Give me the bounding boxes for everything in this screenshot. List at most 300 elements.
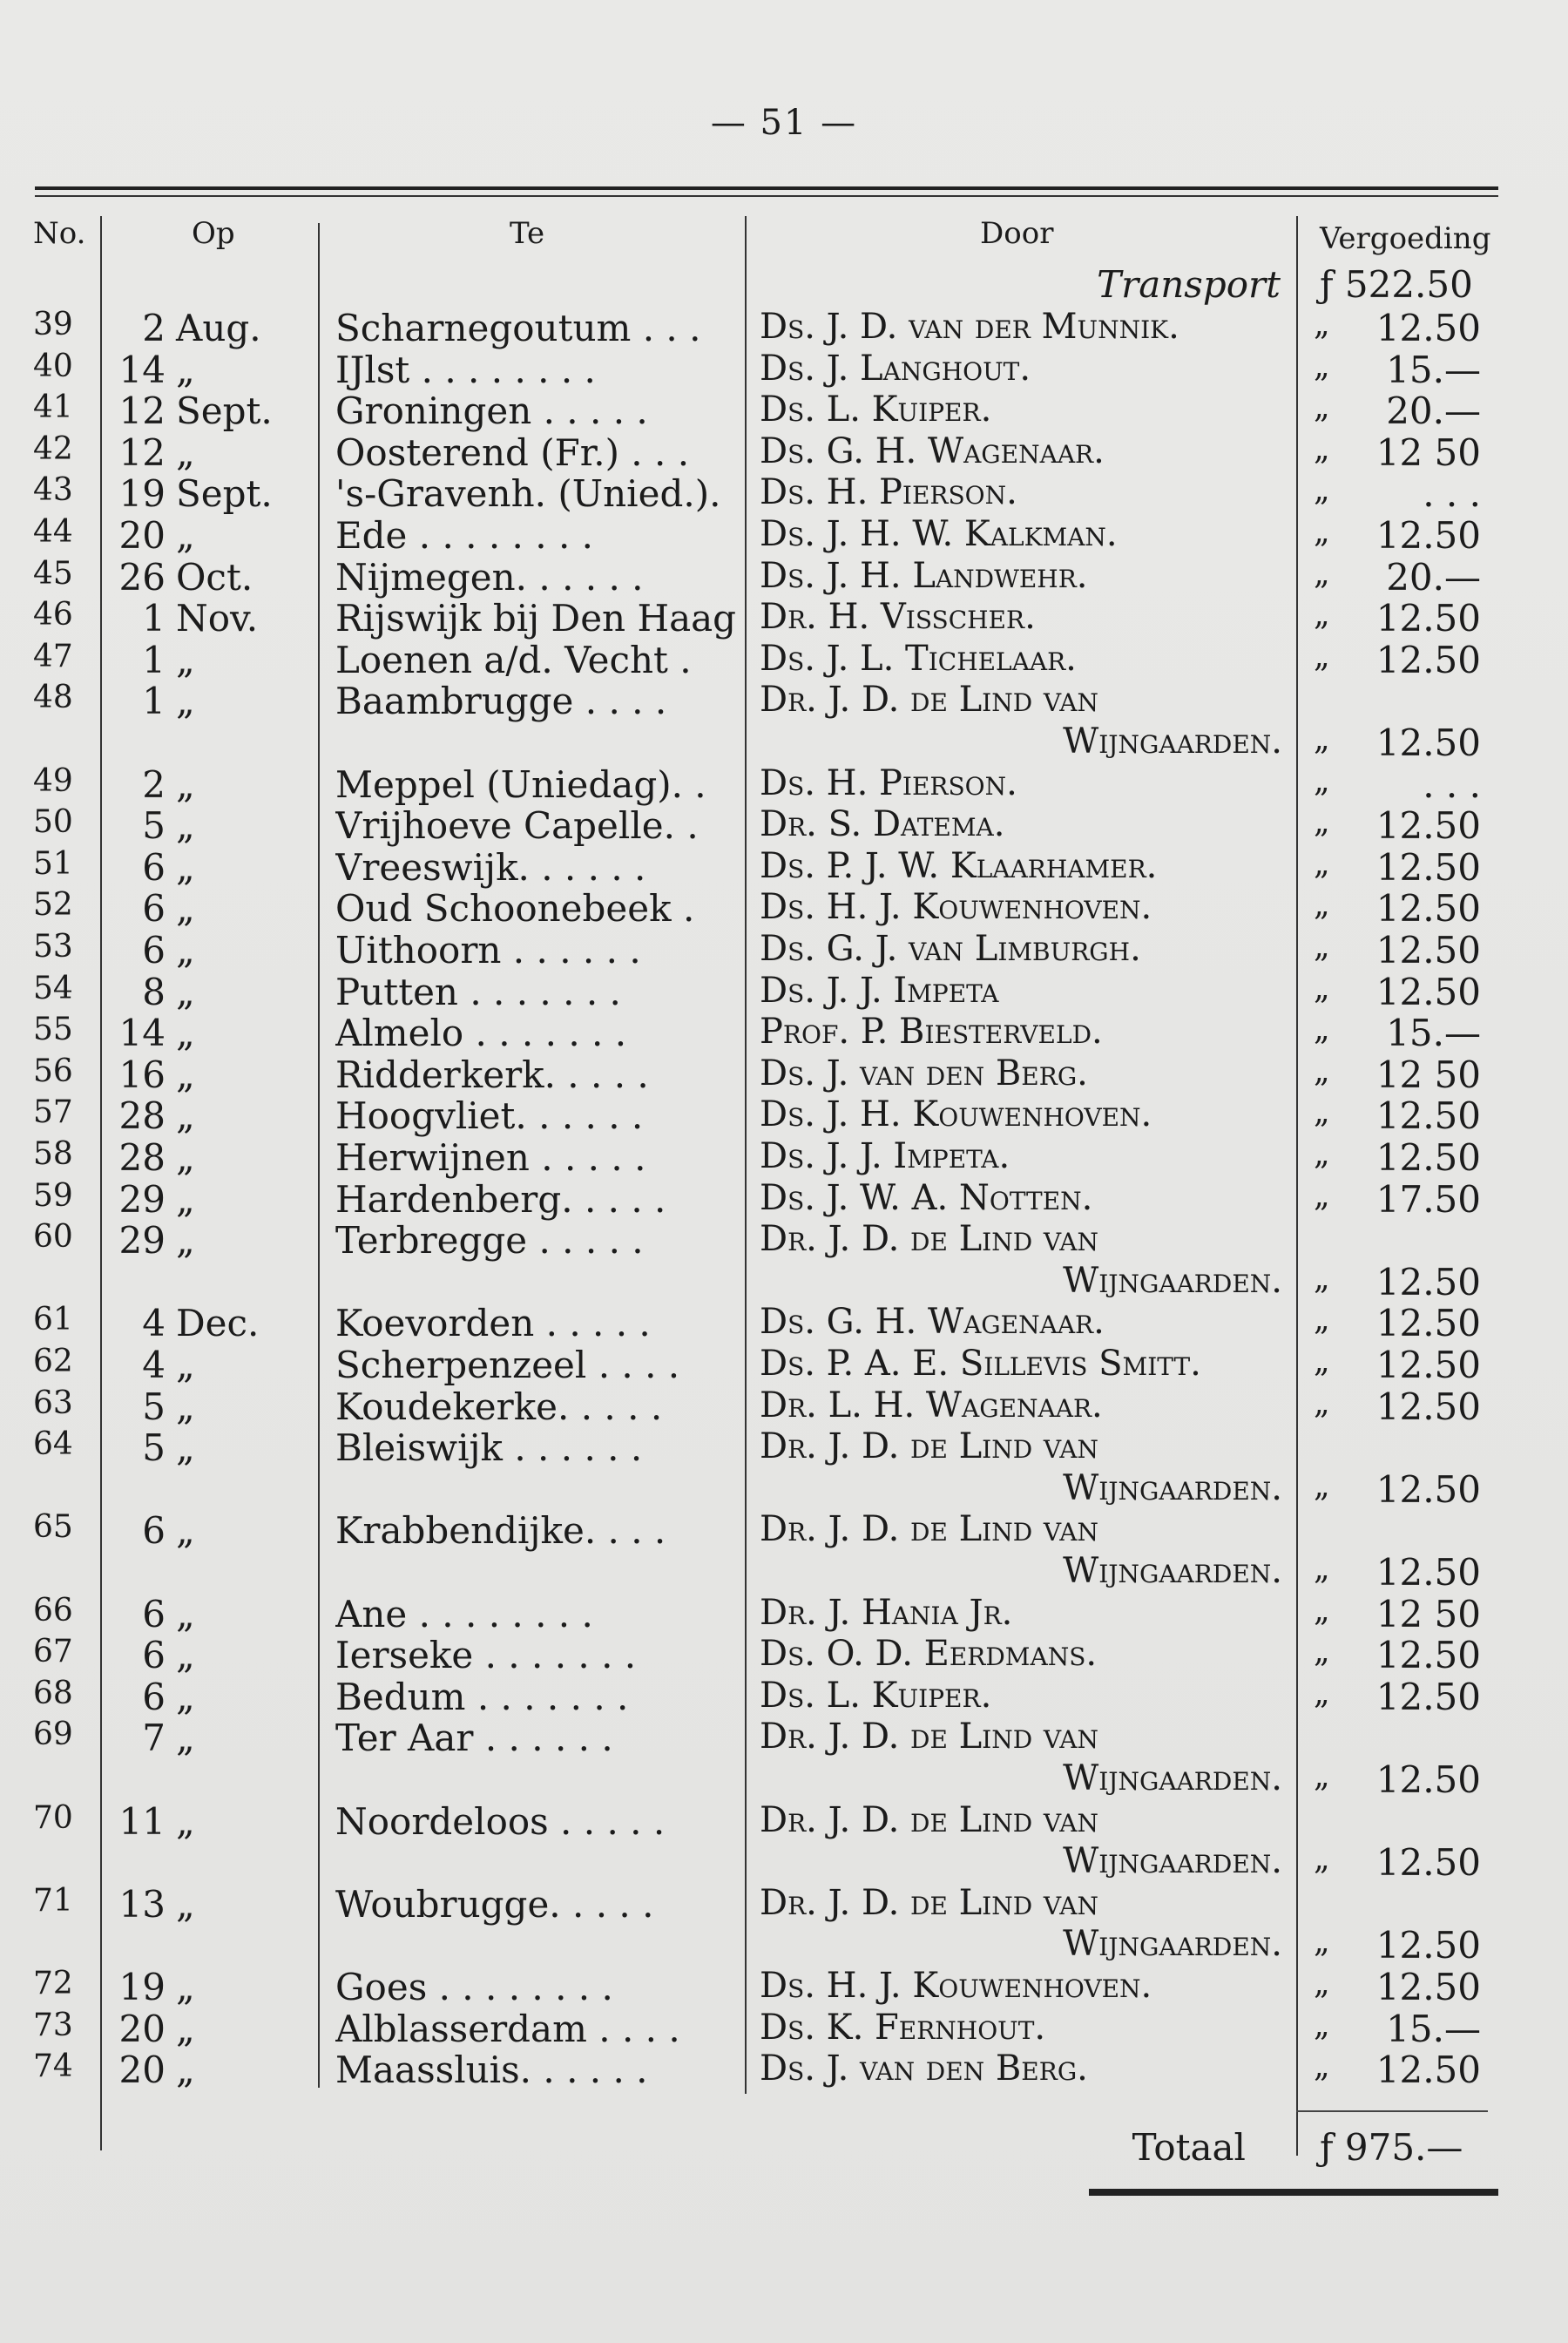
- row-day: 4: [142, 1344, 166, 1386]
- row-number: 51: [33, 845, 73, 882]
- row-amount: 15.—: [1386, 2007, 1481, 2050]
- row-amount: 15.—: [1386, 348, 1481, 391]
- row-number: 54: [33, 970, 73, 1006]
- row-ditto-mark: „: [1314, 1467, 1330, 1504]
- row-place: Noordeloos . . . . .: [335, 1799, 666, 1843]
- table-row: [0, 763, 1568, 805]
- row-month: „: [176, 1882, 195, 1926]
- row-day: 8: [142, 970, 166, 1013]
- row-place: Ierseke . . . . . . .: [335, 1634, 637, 1677]
- row-amount: 20.—: [1386, 389, 1481, 433]
- row-ditto-mark: „: [1314, 1675, 1330, 1711]
- header-op: Op: [192, 216, 235, 251]
- row-amount: . . .: [1423, 472, 1481, 516]
- bottom-rule: [1089, 2189, 1498, 2196]
- row-day: 7: [142, 1717, 166, 1760]
- table-row: [0, 1012, 1568, 1053]
- table-row: [0, 514, 1568, 556]
- row-number: 70: [33, 1799, 73, 1836]
- row-amount: 12.50: [1375, 1260, 1481, 1304]
- row-ditto-mark: „: [1314, 1841, 1330, 1878]
- row-number: 73: [33, 2007, 73, 2043]
- row-speaker: Dr. J. D. de Lind van: [760, 680, 1098, 721]
- row-ditto-mark: „: [1314, 845, 1330, 882]
- top-rule-thin: [35, 195, 1498, 197]
- row-number: 44: [33, 514, 73, 550]
- table-row: [0, 389, 1568, 431]
- row-month: „: [176, 1094, 195, 1138]
- row-speaker: Ds. J. Langhout.: [760, 348, 1031, 389]
- row-place: Scherpenzeel . . . .: [335, 1344, 680, 1386]
- row-day: 28: [118, 1136, 166, 1179]
- row-ditto-mark: „: [1314, 887, 1330, 924]
- row-ditto-mark: „: [1314, 804, 1330, 841]
- row-number: 46: [33, 597, 73, 633]
- row-number: 63: [33, 1385, 73, 1421]
- row-speaker: Ds. H. Pierson.: [760, 472, 1017, 513]
- table-row: [0, 1883, 1568, 1925]
- row-speaker: Dr. J. D. de Lind van: [760, 1717, 1098, 1757]
- row-speaker: Dr. J. D. de Lind van: [760, 1799, 1098, 1840]
- row-speaker: Ds. P. J. W. Klaarhamer.: [760, 845, 1158, 886]
- table-row: [0, 1676, 1568, 1717]
- row-day: 6: [142, 845, 166, 889]
- table-row: [0, 639, 1568, 681]
- row-day: 20: [118, 514, 166, 557]
- row-number: 67: [33, 1634, 73, 1670]
- row-ditto-mark: „: [1314, 1260, 1330, 1297]
- table-row: [0, 597, 1568, 639]
- row-month: „: [176, 1509, 195, 1553]
- row-speaker-continuation: Wijngaarden.: [1063, 1924, 1282, 1965]
- row-amount: 12.50: [1375, 1966, 1481, 2008]
- transport-amount: ƒ 522.50: [1320, 263, 1473, 306]
- table-row: [0, 804, 1568, 846]
- row-ditto-mark: „: [1314, 389, 1330, 426]
- row-speaker-continuation: Wijngaarden.: [1063, 1758, 1282, 1798]
- table-row: [0, 1178, 1568, 1220]
- row-month: „: [176, 1426, 195, 1470]
- row-amount: 12 50: [1375, 430, 1481, 474]
- row-speaker: Ds. L. Kuiper.: [760, 1675, 992, 1716]
- row-day: 1: [142, 680, 166, 723]
- row-day: 6: [142, 1634, 166, 1677]
- row-day: 6: [142, 1592, 166, 1635]
- row-day: 5: [142, 1426, 166, 1470]
- table-row: [0, 929, 1568, 971]
- row-number: 43: [33, 472, 73, 509]
- row-speaker: Ds. H. J. Kouwenhoven.: [760, 1966, 1152, 2006]
- row-day: 11: [118, 1799, 166, 1843]
- row-place: Baambrugge . . . .: [335, 680, 667, 723]
- row-amount: 12.50: [1375, 804, 1481, 848]
- table-row: [0, 887, 1568, 929]
- row-place: Woubrugge. . . . .: [335, 1882, 654, 1926]
- row-amount: 12.50: [1375, 1344, 1481, 1386]
- row-day: 20: [118, 2007, 166, 2050]
- row-month: „: [176, 1966, 195, 2008]
- row-number: 49: [33, 762, 73, 799]
- row-number: 61: [33, 1302, 73, 1338]
- row-speaker: Ds. K. Fernhout.: [760, 2007, 1046, 2048]
- row-day: 6: [142, 887, 166, 931]
- row-place: Nijmegen. . . . . .: [335, 555, 644, 599]
- table-row-continuation: [0, 721, 1568, 763]
- row-amount: 12.50: [1375, 845, 1481, 889]
- row-ditto-mark: „: [1314, 430, 1330, 467]
- row-number: 40: [33, 348, 73, 384]
- header-door: Door: [980, 216, 1054, 251]
- table-row: [0, 307, 1568, 349]
- row-amount: 12.50: [1375, 2048, 1481, 2092]
- table-row: [0, 1344, 1568, 1385]
- row-month: „: [176, 680, 195, 723]
- table-row: [0, 472, 1568, 514]
- row-place: Oud Schoonebeek .: [335, 887, 695, 931]
- row-ditto-mark: „: [1314, 1924, 1330, 1960]
- row-ditto-mark: „: [1314, 1758, 1330, 1794]
- row-place: Putten . . . . . . .: [335, 970, 621, 1013]
- table-row: [0, 846, 1568, 888]
- row-place: IJlst . . . . . . . .: [335, 348, 596, 391]
- row-amount: 12.50: [1375, 1841, 1481, 1885]
- table-row: [0, 680, 1568, 721]
- row-place: Oosterend (Fr.) . . .: [335, 430, 690, 474]
- row-place: Meppel (Uniedag). .: [335, 762, 706, 806]
- table-row: [0, 1717, 1568, 1758]
- row-number: 62: [33, 1344, 73, 1379]
- row-speaker: Ds. H. J. Kouwenhoven.: [760, 887, 1152, 928]
- row-ditto-mark: „: [1314, 1551, 1330, 1587]
- row-amount: 12.50: [1375, 597, 1481, 640]
- row-day: 29: [118, 1219, 166, 1263]
- row-day: 1: [142, 597, 166, 640]
- row-place: Alblasserdam . . . .: [335, 2007, 680, 2050]
- row-day: 6: [142, 929, 166, 972]
- row-speaker: Ds. G. H. Wagenaar.: [760, 1302, 1105, 1343]
- row-month: Sept.: [176, 389, 273, 433]
- row-amount: 20.—: [1386, 555, 1481, 599]
- row-number: 64: [33, 1426, 73, 1463]
- row-month: „: [176, 1219, 195, 1263]
- row-number: 42: [33, 430, 73, 467]
- row-day: 1: [142, 638, 166, 681]
- row-day: 19: [118, 1966, 166, 2008]
- row-month: „: [176, 1053, 195, 1096]
- row-ditto-mark: „: [1314, 1053, 1330, 1089]
- row-speaker: Dr. J. D. de Lind van: [760, 1426, 1098, 1467]
- row-month: „: [176, 804, 195, 848]
- row-speaker-continuation: Wijngaarden.: [1063, 721, 1282, 762]
- row-ditto-mark: „: [1314, 2048, 1330, 2085]
- row-ditto-mark: „: [1314, 1094, 1330, 1131]
- table-row: [0, 1302, 1568, 1344]
- row-month: „: [176, 348, 195, 391]
- row-month: Sept.: [176, 472, 273, 516]
- row-number: 66: [33, 1592, 73, 1629]
- table-row: [0, 1966, 1568, 2008]
- row-day: 14: [118, 1012, 166, 1055]
- row-month: „: [176, 762, 195, 806]
- row-ditto-mark: „: [1314, 1344, 1330, 1379]
- table-row: [0, 1385, 1568, 1427]
- row-day: 6: [142, 1509, 166, 1553]
- row-day: 19: [118, 472, 166, 516]
- row-speaker: Ds. J. J. Impeta: [760, 970, 999, 1011]
- row-speaker-continuation: Wijngaarden.: [1063, 1260, 1282, 1301]
- row-speaker: Dr. H. Visscher.: [760, 597, 1036, 638]
- row-number: 71: [33, 1882, 73, 1919]
- row-month: „: [176, 970, 195, 1013]
- row-month: „: [176, 1675, 195, 1718]
- row-number: 69: [33, 1717, 73, 1753]
- sum-line: [1296, 2110, 1488, 2112]
- row-speaker: Prof. P. Biesterveld.: [760, 1012, 1103, 1053]
- row-speaker-continuation: Wijngaarden.: [1063, 1551, 1282, 1591]
- row-place: 's-Gravenh. (Unied.).: [335, 472, 721, 516]
- row-number: 58: [33, 1136, 73, 1172]
- row-month: „: [176, 845, 195, 889]
- row-month: „: [176, 1344, 195, 1386]
- row-speaker: Ds. J. L. Tichelaar.: [760, 638, 1077, 679]
- row-speaker: Ds. L. Kuiper.: [760, 389, 992, 430]
- row-place: Hardenberg. . . . .: [335, 1177, 666, 1221]
- row-month: „: [176, 887, 195, 931]
- row-ditto-mark: „: [1314, 1177, 1330, 1214]
- row-speaker: Ds. J. D. van der Munnik.: [760, 307, 1179, 347]
- table-row: [0, 1634, 1568, 1676]
- row-amount: 12 50: [1375, 1053, 1481, 1096]
- row-ditto-mark: „: [1314, 762, 1330, 799]
- row-month: „: [176, 1799, 195, 1843]
- row-ditto-mark: „: [1314, 555, 1330, 592]
- table-row: [0, 1053, 1568, 1095]
- row-amount: 15.—: [1386, 1012, 1481, 1055]
- row-amount: 12.50: [1375, 970, 1481, 1013]
- row-place: Vrijhoeve Capelle. .: [335, 804, 699, 848]
- row-ditto-mark: „: [1314, 1634, 1330, 1670]
- row-day: 2: [142, 307, 166, 349]
- row-number: 57: [33, 1094, 73, 1131]
- table-row: [0, 1426, 1568, 1468]
- row-amount: 12.50: [1375, 1758, 1481, 1801]
- row-month: „: [176, 1385, 195, 1428]
- row-place: Scharnegoutum . . .: [335, 307, 701, 349]
- row-day: 12: [118, 430, 166, 474]
- row-month: „: [176, 1717, 195, 1760]
- row-amount: 12.50: [1375, 1634, 1481, 1677]
- row-day: 5: [142, 1385, 166, 1428]
- row-day: 5: [142, 804, 166, 848]
- row-ditto-mark: „: [1314, 514, 1330, 550]
- row-place: Hoogvliet. . . . . .: [335, 1094, 644, 1138]
- row-day: 4: [142, 1302, 166, 1345]
- header-no: No.: [33, 216, 86, 251]
- row-number: 60: [33, 1219, 73, 1256]
- row-month: „: [176, 1592, 195, 1635]
- row-day: 6: [142, 1675, 166, 1718]
- row-number: 68: [33, 1675, 73, 1711]
- row-place: Ane . . . . . . . .: [335, 1592, 593, 1635]
- row-day: 26: [118, 555, 166, 599]
- table-row: [0, 1509, 1568, 1551]
- row-place: Terbregge . . . . .: [335, 1219, 644, 1263]
- row-month: Nov.: [176, 597, 259, 640]
- row-speaker: Ds. O. D. Eerdmans.: [760, 1634, 1098, 1675]
- row-speaker: Ds. P. A. E. Sillevis Smitt.: [760, 1344, 1201, 1384]
- row-number: 55: [33, 1012, 73, 1048]
- row-place: Krabbendijke. . . .: [335, 1509, 666, 1553]
- row-place: Bedum . . . . . . .: [335, 1675, 629, 1718]
- row-month: „: [176, 638, 195, 681]
- row-day: 29: [118, 1177, 166, 1221]
- row-place: Groningen . . . . .: [335, 389, 648, 433]
- header-te: Te: [510, 216, 545, 251]
- transport-row: [0, 263, 1568, 305]
- table-row: [0, 1800, 1568, 1842]
- row-ditto-mark: „: [1314, 2007, 1330, 2043]
- row-ditto-mark: „: [1314, 597, 1330, 633]
- row-month: Aug.: [176, 307, 261, 349]
- row-number: 72: [33, 1966, 73, 2001]
- table-row: [0, 431, 1568, 473]
- row-amount: 12.50: [1375, 514, 1481, 557]
- row-amount: 12 50: [1375, 1592, 1481, 1635]
- row-ditto-mark: „: [1314, 1136, 1330, 1172]
- table-row: [0, 349, 1568, 390]
- row-amount: 12.50: [1375, 1094, 1481, 1138]
- row-amount: 12.50: [1375, 929, 1481, 972]
- table-row: [0, 1219, 1568, 1261]
- row-ditto-mark: „: [1314, 307, 1330, 342]
- row-ditto-mark: „: [1314, 1302, 1330, 1338]
- row-speaker: Ds. J. W. A. Notten.: [760, 1177, 1093, 1218]
- row-number: 48: [33, 680, 73, 716]
- row-day: 13: [118, 1882, 166, 1926]
- table-row-continuation: [0, 1924, 1568, 1966]
- top-rule: [35, 186, 1498, 190]
- row-amount: 12.50: [1375, 1385, 1481, 1428]
- row-ditto-mark: „: [1314, 929, 1330, 965]
- table-row-continuation: [0, 1841, 1568, 1883]
- row-place: Ridderkerk. . . . .: [335, 1053, 649, 1096]
- totaal-label: Totaal: [1132, 2126, 1246, 2169]
- row-place: Goes . . . . . . . .: [335, 1966, 613, 2008]
- row-place: Koevorden . . . . .: [335, 1302, 651, 1345]
- row-month: „: [176, 1136, 195, 1179]
- row-place: Vreeswijk. . . . . .: [335, 845, 646, 889]
- row-amount: 12.50: [1375, 1924, 1481, 1967]
- row-ditto-mark: „: [1314, 1385, 1330, 1421]
- row-speaker: Ds. J. J. Impeta.: [760, 1136, 1010, 1176]
- row-number: 41: [33, 389, 73, 426]
- row-day: 28: [118, 1094, 166, 1138]
- row-day: 14: [118, 348, 166, 391]
- row-number: 52: [33, 887, 73, 924]
- row-ditto-mark: „: [1314, 970, 1330, 1006]
- row-place: Uithoorn . . . . . .: [335, 929, 641, 972]
- row-speaker: Ds. J. van den Berg.: [760, 1053, 1088, 1094]
- row-amount: 17.50: [1375, 1177, 1481, 1221]
- row-speaker: Ds. G. J. van Limburgh.: [760, 929, 1141, 969]
- row-amount: 12.50: [1375, 1551, 1481, 1594]
- row-ditto-mark: „: [1314, 638, 1330, 674]
- row-month: „: [176, 929, 195, 972]
- row-amount: 12.50: [1375, 1136, 1481, 1179]
- row-amount: 12.50: [1375, 307, 1481, 349]
- row-day: 20: [118, 2048, 166, 2092]
- row-number: 56: [33, 1053, 73, 1089]
- row-place: Maassluis. . . . . .: [335, 2048, 648, 2092]
- row-place: Ter Aar . . . . . .: [335, 1717, 613, 1760]
- table-row: [0, 556, 1568, 598]
- row-place: Ede . . . . . . . .: [335, 514, 594, 557]
- row-place: Koudekerke. . . . .: [335, 1385, 663, 1428]
- row-speaker: Dr. J. Hania Jr.: [760, 1592, 1013, 1633]
- row-place: Almelo . . . . . . .: [335, 1012, 627, 1055]
- table-row: [0, 1593, 1568, 1635]
- table-row: [0, 971, 1568, 1012]
- totaal-amount: ƒ 975.—: [1320, 2126, 1463, 2169]
- row-amount: . . .: [1423, 762, 1481, 806]
- row-month: Dec.: [176, 1302, 260, 1345]
- row-speaker: Ds. J. H. W. Kalkman.: [760, 514, 1118, 554]
- row-ditto-mark: „: [1314, 1012, 1330, 1048]
- row-speaker: Ds. J. van den Berg.: [760, 2048, 1088, 2089]
- row-speaker-continuation: Wijngaarden.: [1063, 1467, 1282, 1508]
- row-day: 16: [118, 1053, 166, 1096]
- row-speaker: Ds. H. Pierson.: [760, 762, 1017, 803]
- row-month: „: [176, 1634, 195, 1677]
- table-row-continuation: [0, 1468, 1568, 1510]
- table-row-continuation: [0, 1758, 1568, 1800]
- row-month: Oct.: [176, 555, 253, 599]
- row-number: 45: [33, 555, 73, 592]
- row-month: „: [176, 2007, 195, 2050]
- row-number: 65: [33, 1509, 73, 1546]
- row-month: „: [176, 1177, 195, 1221]
- table-row: [0, 1094, 1568, 1136]
- row-month: „: [176, 514, 195, 557]
- row-speaker: Ds. J. H. Kouwenhoven.: [760, 1094, 1152, 1135]
- header-vergoeding: Vergoeding: [1320, 221, 1491, 256]
- row-ditto-mark: „: [1314, 721, 1330, 757]
- row-amount: 12.50: [1375, 638, 1481, 681]
- row-speaker: Dr. J. D. de Lind van: [760, 1509, 1098, 1550]
- row-number: 47: [33, 638, 73, 674]
- row-month: „: [176, 2048, 195, 2092]
- row-amount: 12.50: [1375, 1302, 1481, 1345]
- row-month: „: [176, 430, 195, 474]
- row-number: 50: [33, 804, 73, 841]
- row-amount: 12.50: [1375, 887, 1481, 931]
- transport-label: Transport: [1097, 263, 1281, 306]
- page-number: — 51 —: [710, 103, 858, 143]
- row-place: Bleiswijk . . . . . .: [335, 1426, 643, 1470]
- row-ditto-mark: „: [1314, 1966, 1330, 2001]
- row-speaker: Dr. J. D. de Lind van: [760, 1219, 1098, 1260]
- row-day: 2: [142, 762, 166, 806]
- row-ditto-mark: „: [1314, 1592, 1330, 1629]
- row-speaker: Dr. S. Datema.: [760, 804, 1005, 845]
- row-ditto-mark: „: [1314, 472, 1330, 509]
- row-speaker: Ds. J. H. Landwehr.: [760, 555, 1088, 596]
- row-speaker: Dr. J. D. de Lind van: [760, 1882, 1098, 1923]
- row-place: Herwijnen . . . . .: [335, 1136, 646, 1179]
- table-row-continuation: [0, 1261, 1568, 1303]
- table-row: [0, 1136, 1568, 1178]
- row-place: Rijswijk bij Den Haag: [335, 597, 737, 640]
